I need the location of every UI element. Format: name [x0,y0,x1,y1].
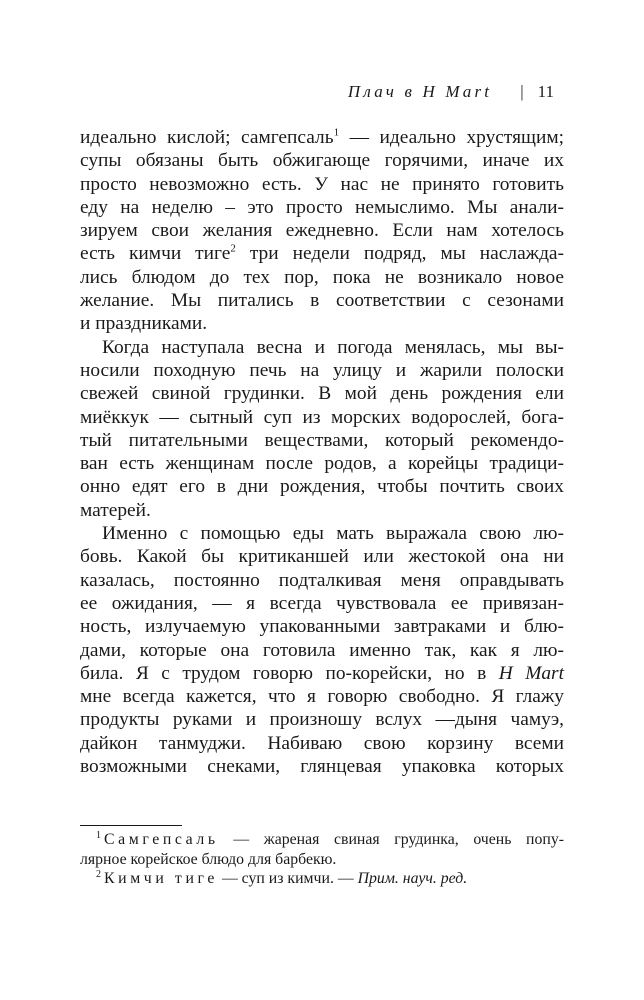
text-line: есть кимчи тиге$^2$ три недели подряд, мы наслаждa- [80,243,564,265]
text-line: дами, которые она готовила именно так, как я лю- [80,639,564,661]
text-line: желание. Мы питались в соответствии с сезонами [80,290,564,312]
footnote-2: $^2$ Кимчи тиге — суп из кимчи. — Прим. науч. ред. [96,868,468,887]
text-line: онно едят его в дни рождения, чтобы почтить своих [80,476,564,498]
text-line: ван есть женщинам после родов, а корейцы традици- [80,453,564,475]
store-name: H Mart [498,662,564,684]
page-number: 11 [537,82,554,101]
footnote-ref-1: 1 [333,126,340,139]
text-line: дайкон танмуджи. Набиваю свою корзину всеми [80,732,564,754]
running-head [80,82,554,106]
body-text [80,126,564,778]
text-line: идеально кислой; самгепсаль$^1$ — идеально хрустящим; [80,126,564,148]
footnote-1: $^1$ Самгепсаль — жареная свиная грудинка, очень попу- [96,829,565,848]
footnote-1-cont: лярное корейское блюдо для барбекю. [80,850,337,868]
text-line: и праздниками. [80,313,208,335]
footnote-ref-2: 2 [230,243,236,256]
text-line: мне всегда кажется, что я говорю свободно. Я глажу [80,686,564,708]
text-line: продукты руками и произношу вслух —дыня чамуэ, [80,709,564,731]
text-line: Именно с помощью еды мать выражала свою лю- [102,523,564,545]
text-line: свежей свиной грудинки. В мой день рождения ели [80,383,564,405]
text-line: возможными снеками, глянцевая упаковка которых [80,756,564,778]
footnotes [80,830,564,889]
text-line: супы обязаны быть обжигающе горячими, иначе их [80,150,564,172]
book-title: Плач в H Mart [347,82,493,101]
text-line: лись блюдом до тех пор, пока не возникало новое [80,266,564,288]
text-line: била. Я с трудом говорю по-корейски, но в H Mart [80,662,564,684]
text-line: миёккук — сытный суп из морских водорослей, бога- [80,406,564,428]
footnote-term: Самгепсаль [104,831,219,848]
footnote-term: Кимчи тиге [104,870,218,887]
text-line: бовь. Какой бы критиканшей или жестокой она ни [80,546,564,568]
text-line: тый питательными веществами, который рекомендо- [80,429,564,451]
text-line: Когда наступала весна и погода менялась, мы вы- [102,336,564,358]
editor-note: Прим. науч. ред. [357,870,468,887]
text-line: казалась, постоянно подталкивая меня оправдывать [80,569,564,591]
text-line: просто невозможно есть. У нас не принято готовить [80,173,564,195]
text-line: ее ожидания, — я всегда чувствовала ее привязан- [80,592,564,614]
text-line: носили походную печь на улицу и жарили полоски [80,359,564,381]
text-line: зируем свои желания ежедневно. Если нам хотелось [80,220,564,242]
header-separator: | [520,82,524,101]
text-line: ность, излучаемую упакованными завтраками и блю- [80,616,564,638]
text-line: еду на неделю – это просто немыслимо. Мы анали- [80,196,564,218]
text-line: матерей. [80,499,151,521]
footnote-divider [80,825,182,826]
